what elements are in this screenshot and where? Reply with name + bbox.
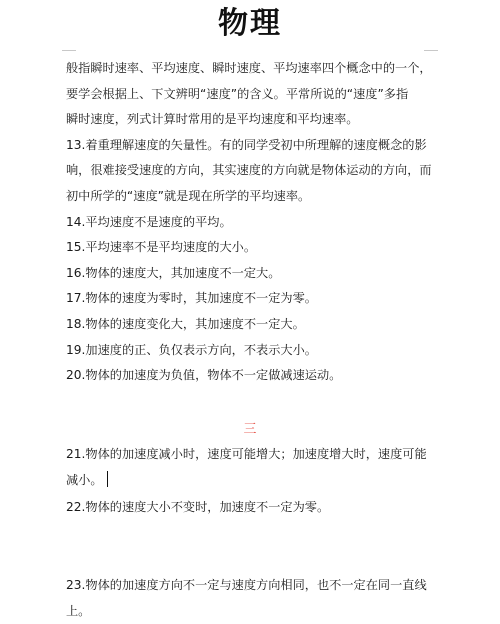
list-item-13: [66, 133, 436, 210]
list-item-21[interactable]: [66, 442, 446, 493]
text-line: 上。: [66, 603, 91, 618]
text-line: 18.物体的速度变化大，其加速度不一定大。: [66, 316, 305, 331]
text-line: 瞬时速度，列式计算时常用的是平均速度和平均速率。: [66, 112, 359, 127]
section-heading: 三: [243, 422, 257, 437]
text-line-with-caret: [66, 468, 446, 494]
text-line: 21.物体的加速度减小时，速度可能增大；加速度增大时，速度可能: [66, 447, 427, 461]
text-line: 23.物体的加速度方向不一定与速度方向相同，也不一定在同一直线: [66, 578, 427, 592]
text-line: 22.物体的速度大小不变时，加速度不一定为零。: [66, 500, 330, 514]
list-item-18: [66, 312, 436, 338]
list-item-15: [66, 235, 436, 261]
list-item-20: [66, 363, 436, 389]
text-cursor: [107, 471, 109, 487]
text-body-top[interactable]: [66, 56, 436, 389]
text-line: 15.平均速率不是平均速度的大小。: [66, 240, 257, 255]
text-line: 16.物体的速度大，其加速度不一定大。: [66, 265, 281, 280]
text-line: 17.物体的速度为零时，其加速度不一定为零。: [66, 291, 317, 306]
text-line: 要学会根据上、下文辨明“速度”的含义。平常所说的“速度”多指: [66, 86, 409, 101]
text-line: 13.着重理解速度的矢量性。有的同学受初中所理解的速度概念的影: [66, 137, 427, 152]
intro-paragraph: [66, 56, 436, 133]
list-item-16: [66, 261, 436, 287]
text-line: 14.平均速度不是速度的平均。: [66, 214, 232, 229]
list-item-23[interactable]: [66, 573, 446, 624]
page-title: 物理: [218, 6, 282, 41]
list-item-22[interactable]: [66, 495, 446, 521]
text-line: 19.加速度的正、负仅表示方向，不表示大小。: [66, 342, 317, 357]
text-line: 响，很难接受速度的方向，其实速度的方向就是物体运动的方向，而: [66, 163, 432, 178]
text-line: 20.物体的加速度为负值，物体不一定做减速运动。: [66, 368, 342, 383]
text-line: 般指瞬时速率、平均速度、瞬时速度、平均速率四个概念中的一个，: [66, 61, 432, 75]
text-line: 初中所学的“速度”就是现在所学的平均速率。: [66, 188, 311, 203]
list-item-17: [66, 286, 436, 312]
header-rule-left: [62, 50, 76, 51]
text-line: 减小。: [66, 472, 103, 487]
list-item-14: [66, 210, 436, 236]
list-item-19: [66, 338, 436, 364]
header-rule-right: [424, 50, 438, 51]
